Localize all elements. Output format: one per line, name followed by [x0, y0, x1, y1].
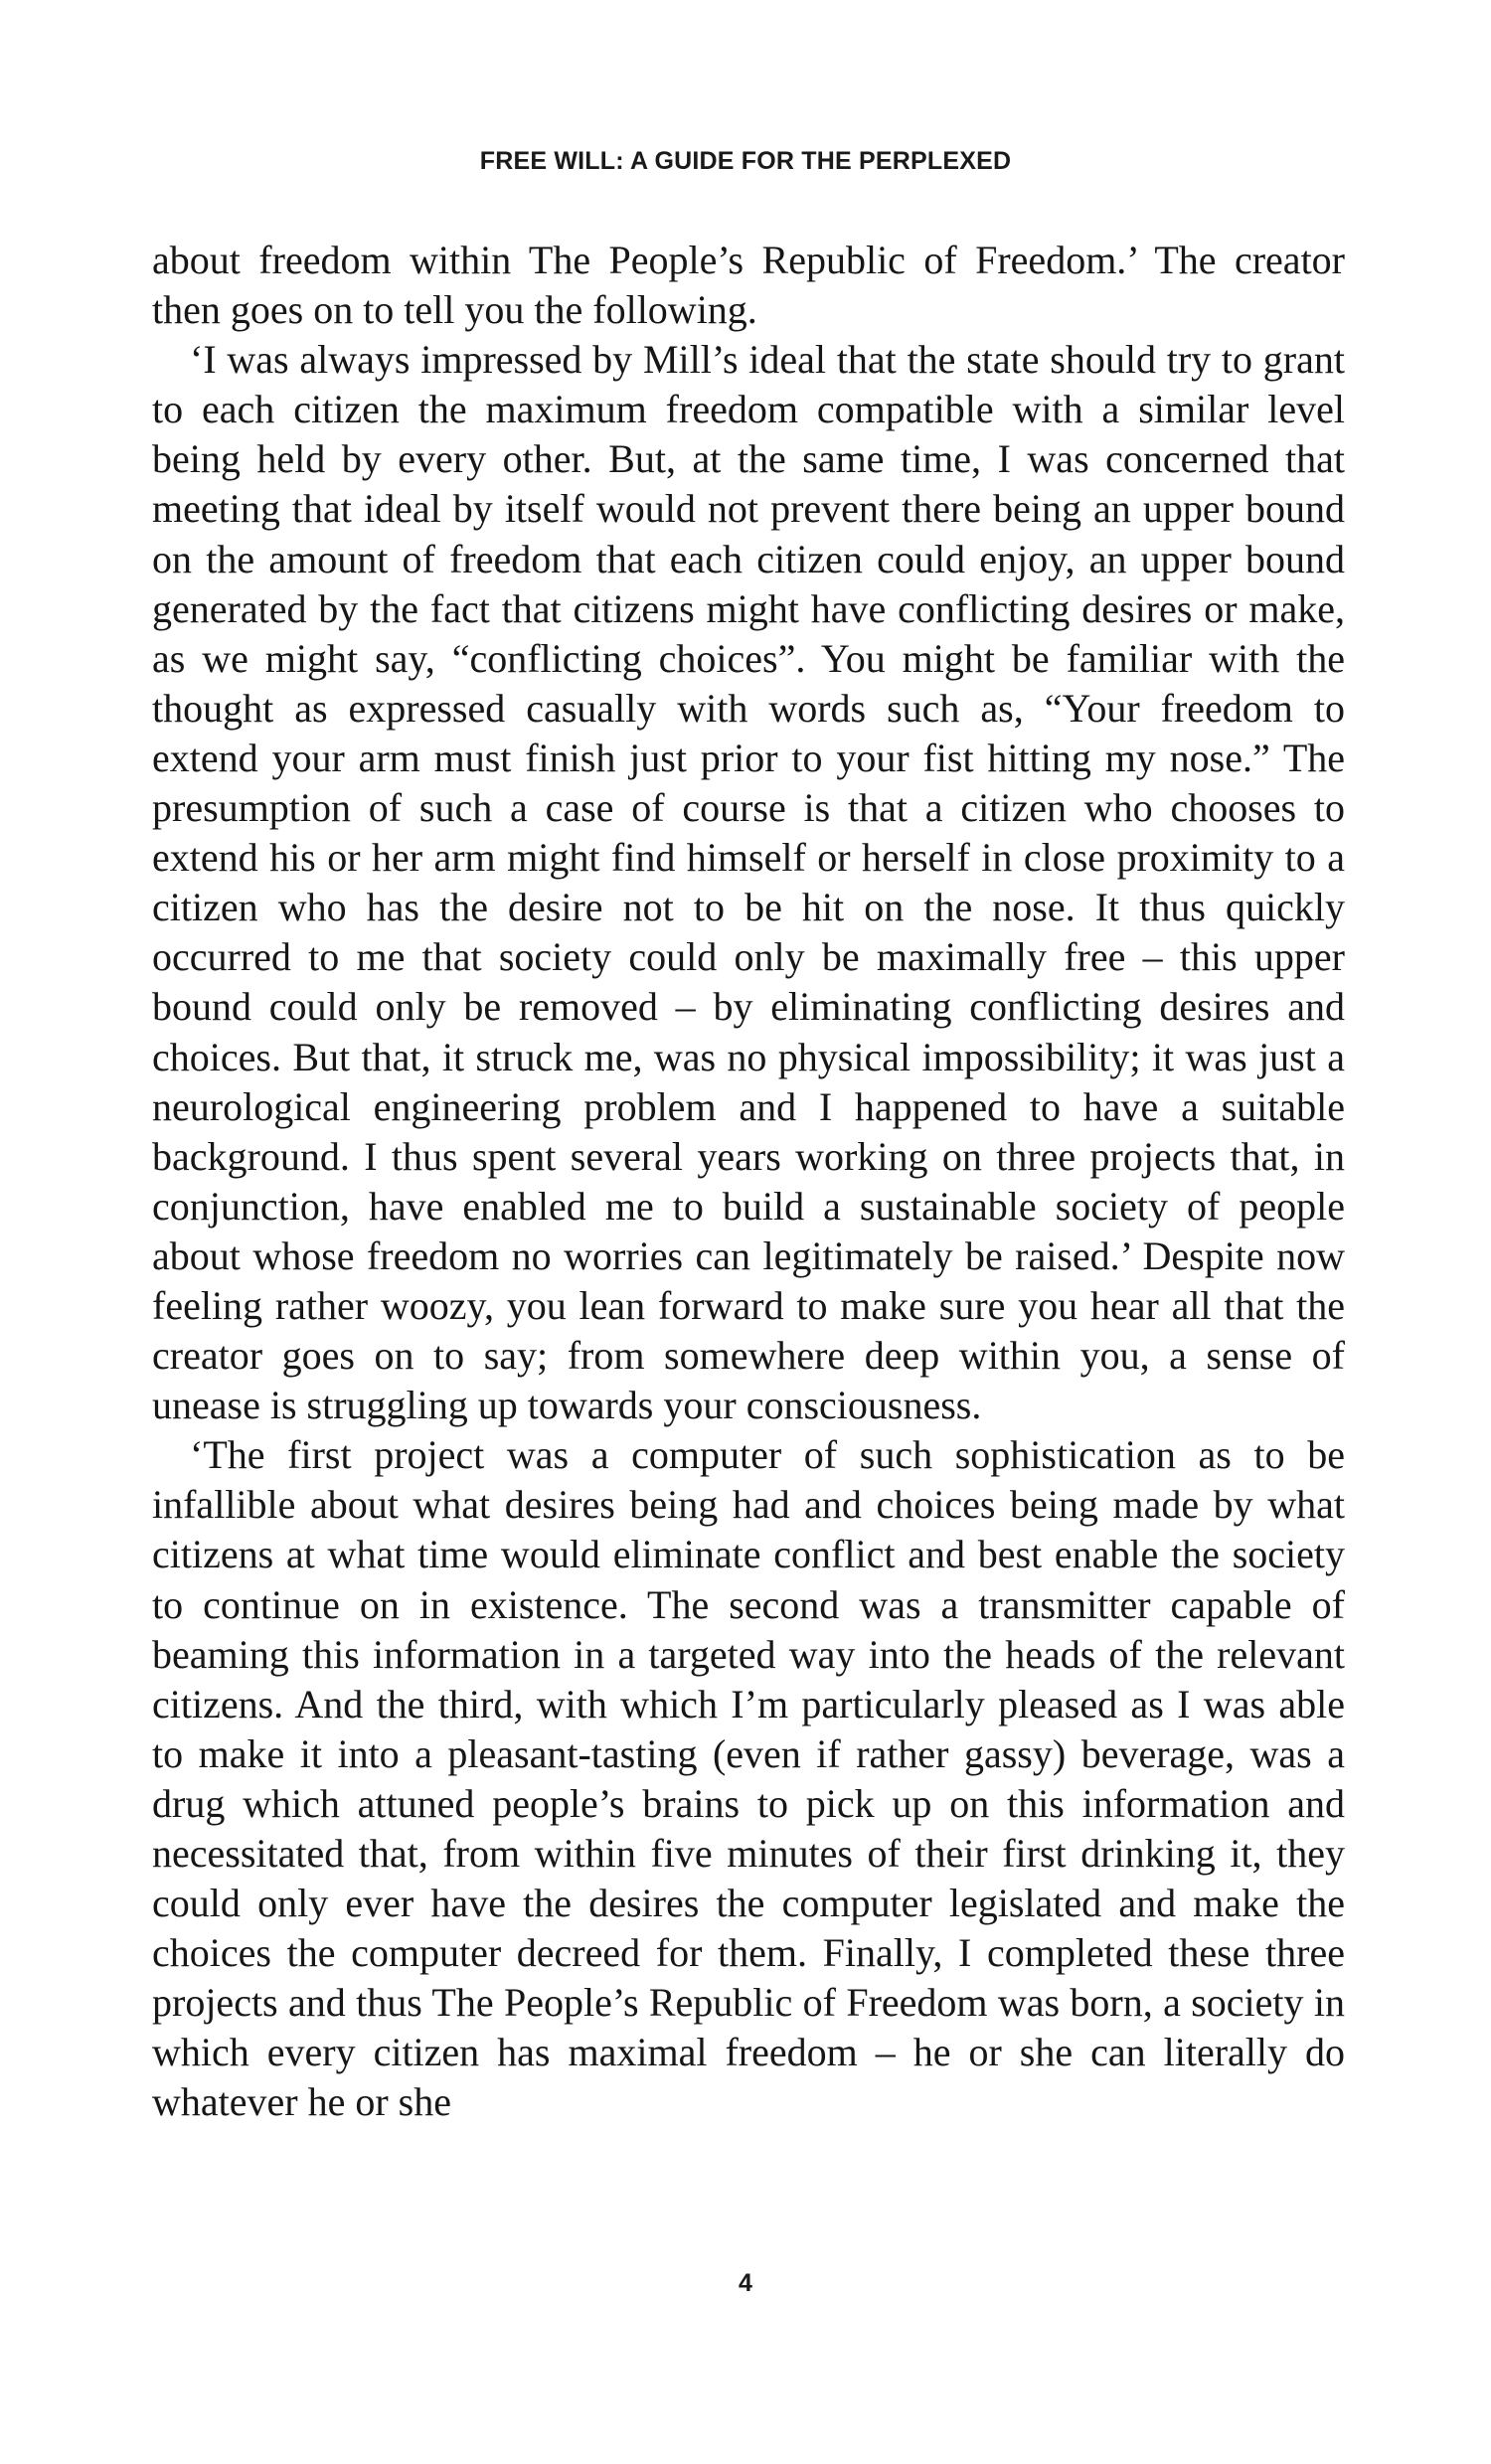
paragraph-continuation: about freedom within The People’s Republic of Freedom.’ The creator then goes on to tell you the following.	[152, 238, 1345, 333]
body-text	[152, 236, 1345, 2128]
paragraph-mill-ideal: ‘I was always impressed by Mill’s ideal that the state should try to grant to each citizen the maximum freedom compatible with a similar level being held by every other. But, at the same time, I was concerned that meeting that ideal by itself would not prevent there being an upper bound on the amount of freedom that each citizen could enjoy, an upper bound generated by the fact that citizens might have conflicting desires or make, as we might say, “conflicting choices”. You might be familiar with the thought as expressed casually with words such as, “Your freedom to extend your arm must finish just prior to your fist hitting my nose.” The presumption of such a case of course is that a citizen who chooses to extend his or her arm might find himself or herself in close proximity to a citizen who has the desire not to be hit on the nose. It thus quickly occurred to me that society could only be maximally free – this upper bound could only be removed – by eliminating conflicting desires and choices. But that, it struck me, was no physical impossibility; it was just a neurological engineering problem and I happened to have a suitable background. I thus spent several years working on three projects that, in conjunction, have enabled me to build a sustainable society of people about whose freedom no worries can legitimately be raised.’ Despite now feeling rather woozy, you lean forward to make sure you hear all that the creator goes on to say; from somewhere deep within you, a sense of unease is struggling up towards your consciousness.	[152, 337, 1345, 1428]
running-header: FREE WILL: A GUIDE FOR THE PERPLEXED	[479, 147, 1012, 175]
paragraph-first-project: ‘The first project was a computer of such sophistication as to be infallible about what desires being had and choices being made by what citizens at what time would eliminate conflict and best enable the society to continue on in existence. The second was a transmitter capable of beaming this information in a targeted way into the heads of the relevant citizens. And the third, with which I’m particularly pleased as I was able to make it into a pleasant-tasting (even if rather gassy) beverage, was a drug which attuned people’s brains to pick up on this information and necessitated that, from within five minutes of their first drinking it, they could only ever have the desires the computer legislated and make the choices the computer decreed for them. Finally, I completed these three projects and thus The People’s Republic of Freedom was born, a society in which every citizen has maximal freedom – he or she can literally do whatever he or she	[152, 1432, 1345, 2125]
page-number: 4	[739, 2269, 752, 2297]
